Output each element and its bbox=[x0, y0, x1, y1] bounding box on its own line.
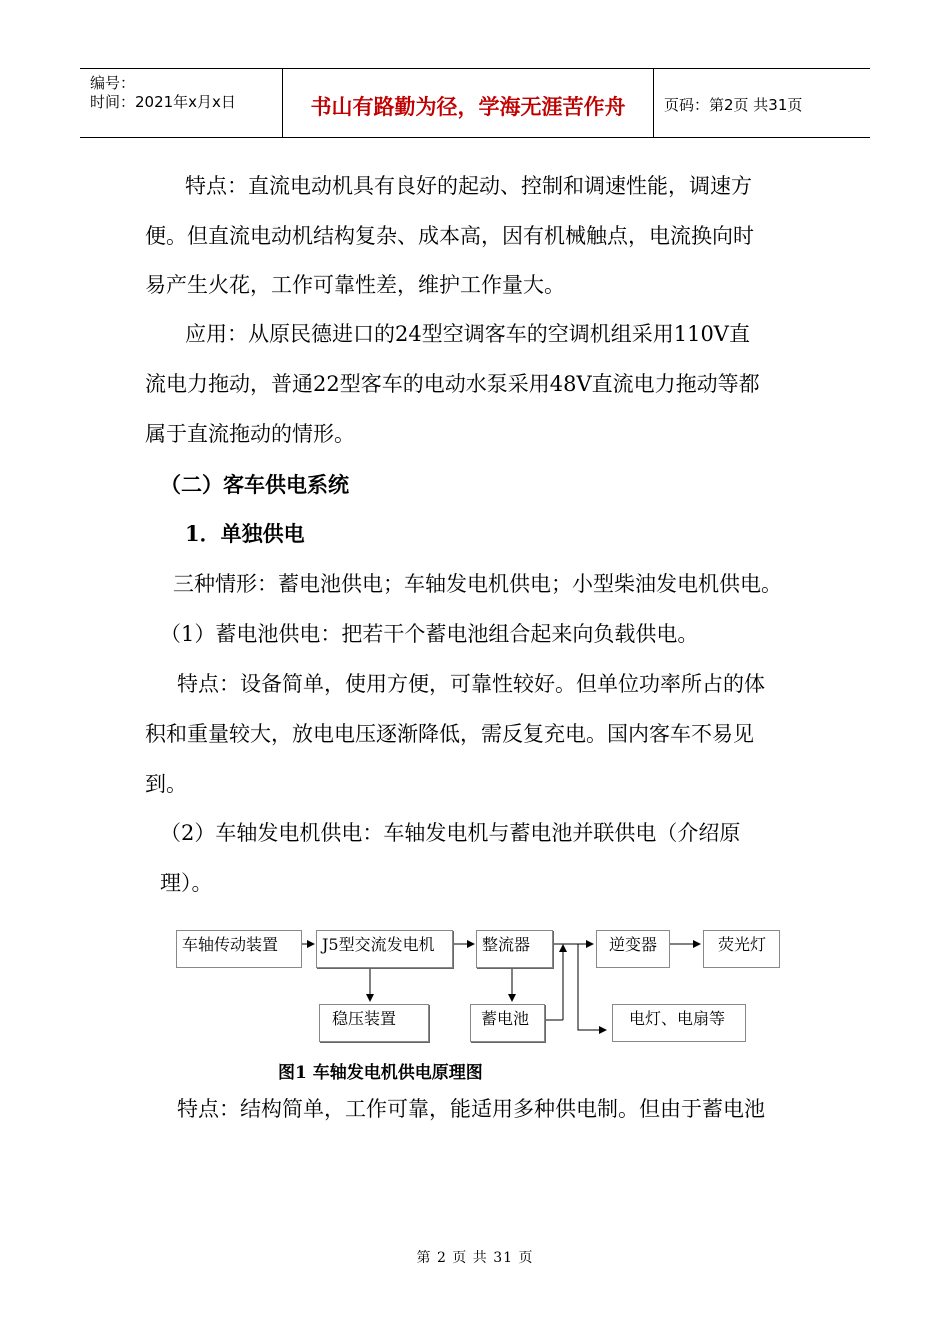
para-application-1: 应用：从原民德进口的24型空调客车的空调机组采用110V直 bbox=[185, 322, 750, 346]
box-rectifier: 整流器 bbox=[476, 930, 553, 968]
number-label: 编号： bbox=[90, 74, 136, 92]
page-footer: 第 2 页 共 31 页 bbox=[416, 1250, 534, 1266]
box-axle-drive: 车轴传动装置 bbox=[176, 930, 302, 968]
motto-text: 书山有路勤为径，学海无涯苦作舟 bbox=[310, 95, 626, 119]
para-three-cases: 三种情形：蓄电池供电；车轴发电机供电；小型柴油发电机供电。 bbox=[173, 572, 782, 596]
para-battery-features-1: 特点：设备简单，使用方便，可靠性较好。但单位功率所占的体 bbox=[177, 672, 765, 696]
para-features-3: 易产生火花，工作可靠性差，维护工作量大。 bbox=[145, 273, 565, 297]
para-application-2: 流电力拖动，普通22型客车的电动水泵采用48V直流电力拖动等都 bbox=[145, 372, 760, 396]
para-battery-supply: （1）蓄电池供电：把若干个蓄电池组合起来向负载供电。 bbox=[160, 622, 699, 646]
para-battery-features-3: 到。 bbox=[145, 772, 187, 796]
diagram-caption: 图1 车轴发电机供电原理图 bbox=[278, 1063, 483, 1083]
para-application-3: 属于直流拖动的情形。 bbox=[145, 422, 355, 446]
para-axle-generator-1: （2）车轴发电机供电：车轴发电机与蓄电池并联供电（介绍原 bbox=[160, 821, 741, 845]
para-battery-features-2: 积和重量较大，放电电压逐渐降低，需反复充电。国内客车不易见 bbox=[145, 722, 754, 746]
box-battery: 蓄电池 bbox=[470, 1004, 545, 1042]
section-heading: （二）客车供电系统 bbox=[160, 472, 349, 497]
page-label: 页码：第2页 共31页 bbox=[664, 96, 803, 114]
box-fluorescent: 荧光灯 bbox=[703, 930, 780, 968]
para-features-2: 便。但直流电动机结构复杂、成本高，因有机械触点，电流换向时 bbox=[145, 224, 754, 248]
time-label: 时间：2021年x月x日 bbox=[90, 93, 236, 111]
box-lamps-fans: 电灯、电扇等 bbox=[612, 1004, 746, 1042]
box-alternator: J5型交流发电机 bbox=[316, 930, 453, 968]
box-inverter: 逆变器 bbox=[596, 930, 670, 968]
para-features-1: 特点：直流电动机具有良好的起动、控制和调速性能，调速方 bbox=[185, 174, 752, 198]
para-axle-generator-2: 理）。 bbox=[160, 871, 213, 895]
box-regulator: 稳压装置 bbox=[319, 1004, 429, 1042]
subsection-heading: 1．单独供电 bbox=[185, 521, 305, 546]
para-axle-features: 特点：结构简单，工作可靠，能适用多种供电制。但由于蓄电池 bbox=[177, 1097, 765, 1121]
